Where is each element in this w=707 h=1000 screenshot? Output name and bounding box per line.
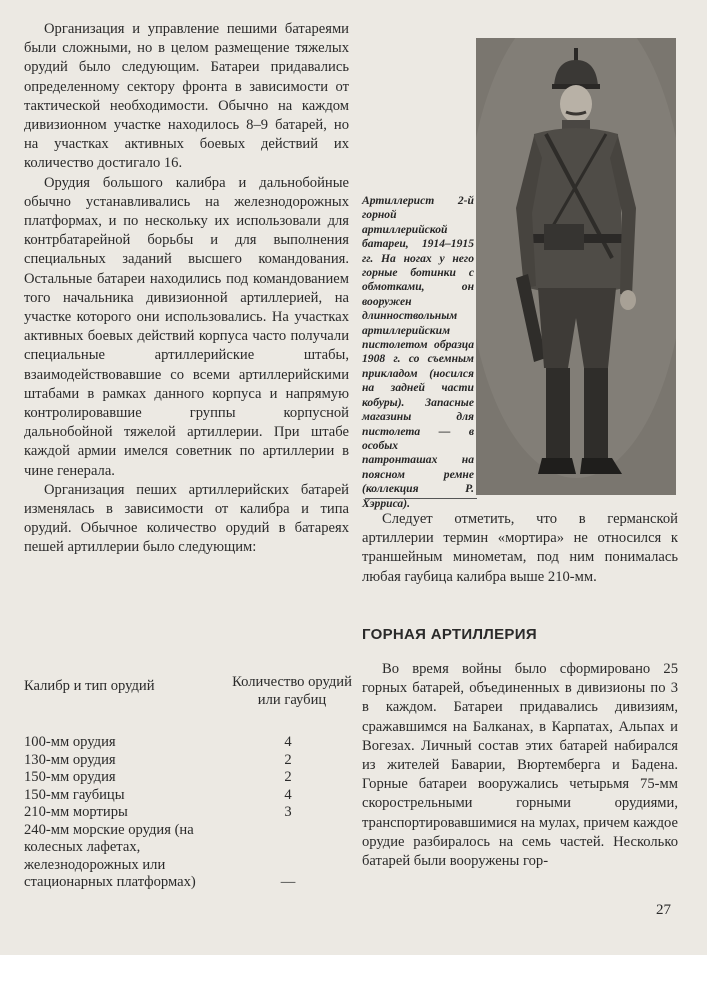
table-header: [24, 668, 352, 734]
paragraph-mortar-term: Следует отметить, что в германской артиллерии термин «мортира» не относился к траншейным минометам, под ним понималась любая гаубица калибра выше 210-мм.: [362, 511, 678, 585]
page-number: 27: [656, 902, 671, 918]
row-count: 3: [284, 804, 292, 820]
table-row: [24, 752, 342, 770]
paragraph-large-caliber: Орудия большого калибра и дальнобойные обычно устанавливались на железнодорожных платформах, и по нескольку их использовали для контрбатарейной борьбы и для выполнения специальных заданий высшего командования. Остальные батареи находились под командованием того начальника дивизионной артиллерией, на участке которого они использовались. На участках активных боевых действий корпуса часто получали специальные артиллерийские штабы, взаимодействовавшие со всеми артиллерийскими штабами в рамках данного корпуса и напрямую контролировавшие группы корпусной дальнобойной тяжелой артиллерии. При штабе каждой армии имелся советник по артиллерии в чине генерала.: [24, 174, 349, 479]
paragraph-organization: Организация и управление пешими батареями были сложными, но в целом размещение тяжелых орудий было следующим. Батареи придавались определенному сектору фронта в зависимости от тактической необходимости. Обычно на каждом дивизионном участке находилось 8–9 батарей, но на участках активных боевых действий их количество достигало 16.: [24, 21, 349, 172]
table-row: [24, 822, 342, 892]
photo-caption: Артиллерист 2-й горной артиллерийской батареи, 1914–1915 гг. На ногах у него горные ботинки с обмотками, он вооружен длинноствольным артиллерийским пистолетом образца 1908 г. со съемным прикладом (носился на задней части кобуры). Запасные магазины для пистолета — в особых патронташах на поясном ремне (коллекция Р. Хэрриса).: [362, 194, 474, 510]
row-count: 2: [284, 769, 292, 785]
row-count: —: [280, 873, 296, 890]
left-column-text: [24, 20, 349, 558]
header-caliber-type: Калибр и тип орудий: [24, 678, 155, 694]
mountain-artillery-text: [362, 660, 678, 871]
row-count: 2: [284, 751, 292, 768]
row-name: 150-мм орудия: [24, 769, 116, 785]
section-heading: ГОРНАЯ АРТИЛЛЕРИЯ: [362, 626, 537, 643]
row-name: 100-мм орудия: [24, 734, 116, 750]
caption-divider: [365, 498, 477, 499]
table-row: [24, 787, 342, 805]
table-row: [24, 804, 342, 822]
row-count: 4: [284, 786, 292, 803]
row-count: 4: [284, 734, 292, 750]
row-name: 210-мм мортиры: [24, 804, 128, 820]
soldier-figure-image: [476, 38, 676, 495]
right-column-text: [362, 510, 678, 587]
table-row: [24, 769, 342, 787]
row-name: 150-мм гаубицы: [24, 786, 125, 803]
table-row: [24, 734, 342, 752]
paragraph-battery-organization: Организация пеших артиллерийских батарей изменялась в зависимости от калибра и типа орудий. Обычное количество орудий в батареях пешей артиллерии было следующим:: [24, 481, 349, 556]
header-count: Количество орудий или гаубиц: [232, 674, 352, 708]
paragraph-mountain-artillery: Во время войны было сформировано 25 горных батарей, объединенных в дивизионы по 3 в каждом. Батареи придавались дивизиям, сражавшимся на Балканах, в Карпатах, Альпах и Вогезах. Личный состав этих батарей набирался из жителей Баварии, Вюртемберга и Бадена. Горные батареи вооружались четырьмя 75-мм скорострельными горными орудиями, транспортировавшимися на мулах, причем каждое орудие разбиралось на семь частей. Несколько батарей были вооружены гор-: [362, 661, 678, 870]
row-name: 130-мм орудия: [24, 751, 116, 768]
row-name: 240-мм морские орудия (на колесных лафетах, железнодорожных или стационарных платформах): [24, 821, 196, 890]
soldier-photo: [476, 38, 676, 495]
gun-count-table: [24, 668, 352, 892]
